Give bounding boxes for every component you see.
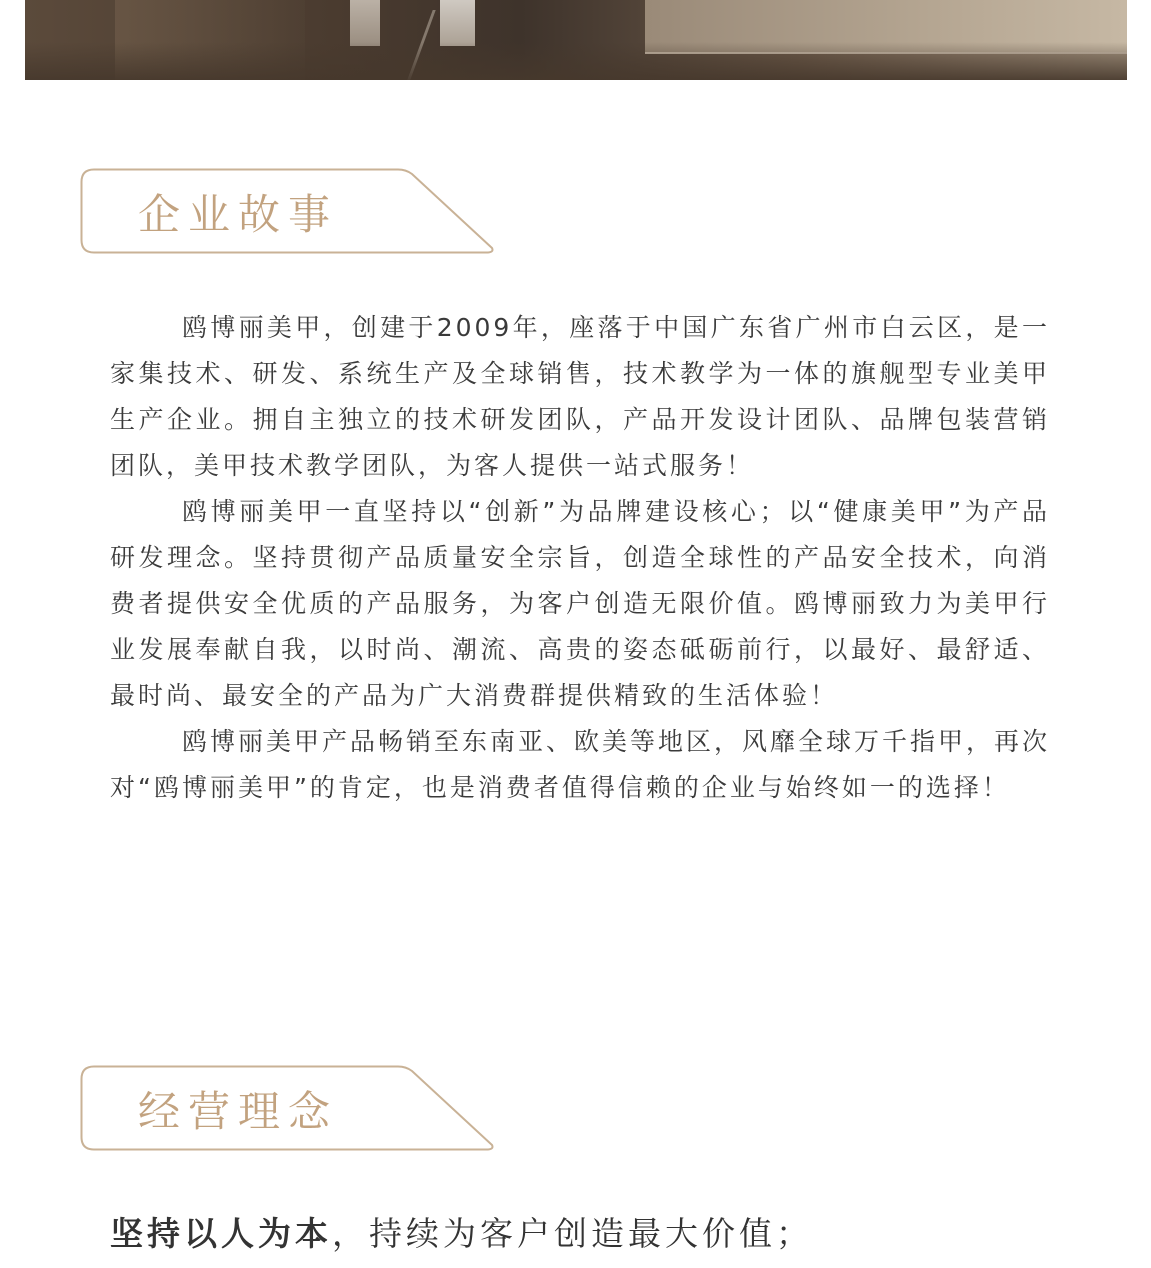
story-paragraph: 鸥博丽美甲，创建于2009年，座落于中国广东省广州市白云区，是一家集技术、研发、系统生产及全球销售，技术教学为一体的旗舰型专业美甲生产企业。拥自主独立的技术研发团队，产品开发设计团队、品牌包装营销团队，美甲技术教学团队，为客人提供一站式服务！ <box>110 313 1050 480</box>
motto-emphasis: 坚持以人为本 <box>110 1214 332 1253</box>
section-tag-philosophy <box>80 1065 496 1153</box>
story-paragraph: 鸥博丽美甲产品畅销至东南亚、欧美等地区，风靡全球万千指甲，再次对“鸥博丽美甲”的肯定，也是消费者值得信赖的企业与始终如一的选择！ <box>110 727 1051 802</box>
story-paragraph: 鸥博丽美甲一直坚持以“创新”为品牌建设核心；以“健康美甲”为产品研发理念。坚持贯彻产品质量安全宗旨，创造全球性的产品安全技术，向消费者提供安全优质的产品服务，为客户创造无限价值。鸥博丽致力为美甲行业发展奉献自我，以时尚、潮流、高贵的姿态砥砺前行，以最好、最舒适、最时尚、最安全的产品为广大消费群提供精致的生活体验！ <box>110 497 1050 710</box>
motto-rest: ，持续为客户创造最大价值； <box>332 1214 813 1253</box>
light-panel <box>440 0 475 46</box>
section-title: 经营理念 <box>138 1087 339 1136</box>
philosophy-motto <box>110 1208 1070 1255</box>
light-panel <box>350 0 380 46</box>
hero-photo <box>25 0 1127 80</box>
company-story-text <box>110 305 1050 811</box>
section-tag-story <box>80 168 496 256</box>
section-title: 企业故事 <box>138 190 339 239</box>
floor <box>25 42 1127 80</box>
